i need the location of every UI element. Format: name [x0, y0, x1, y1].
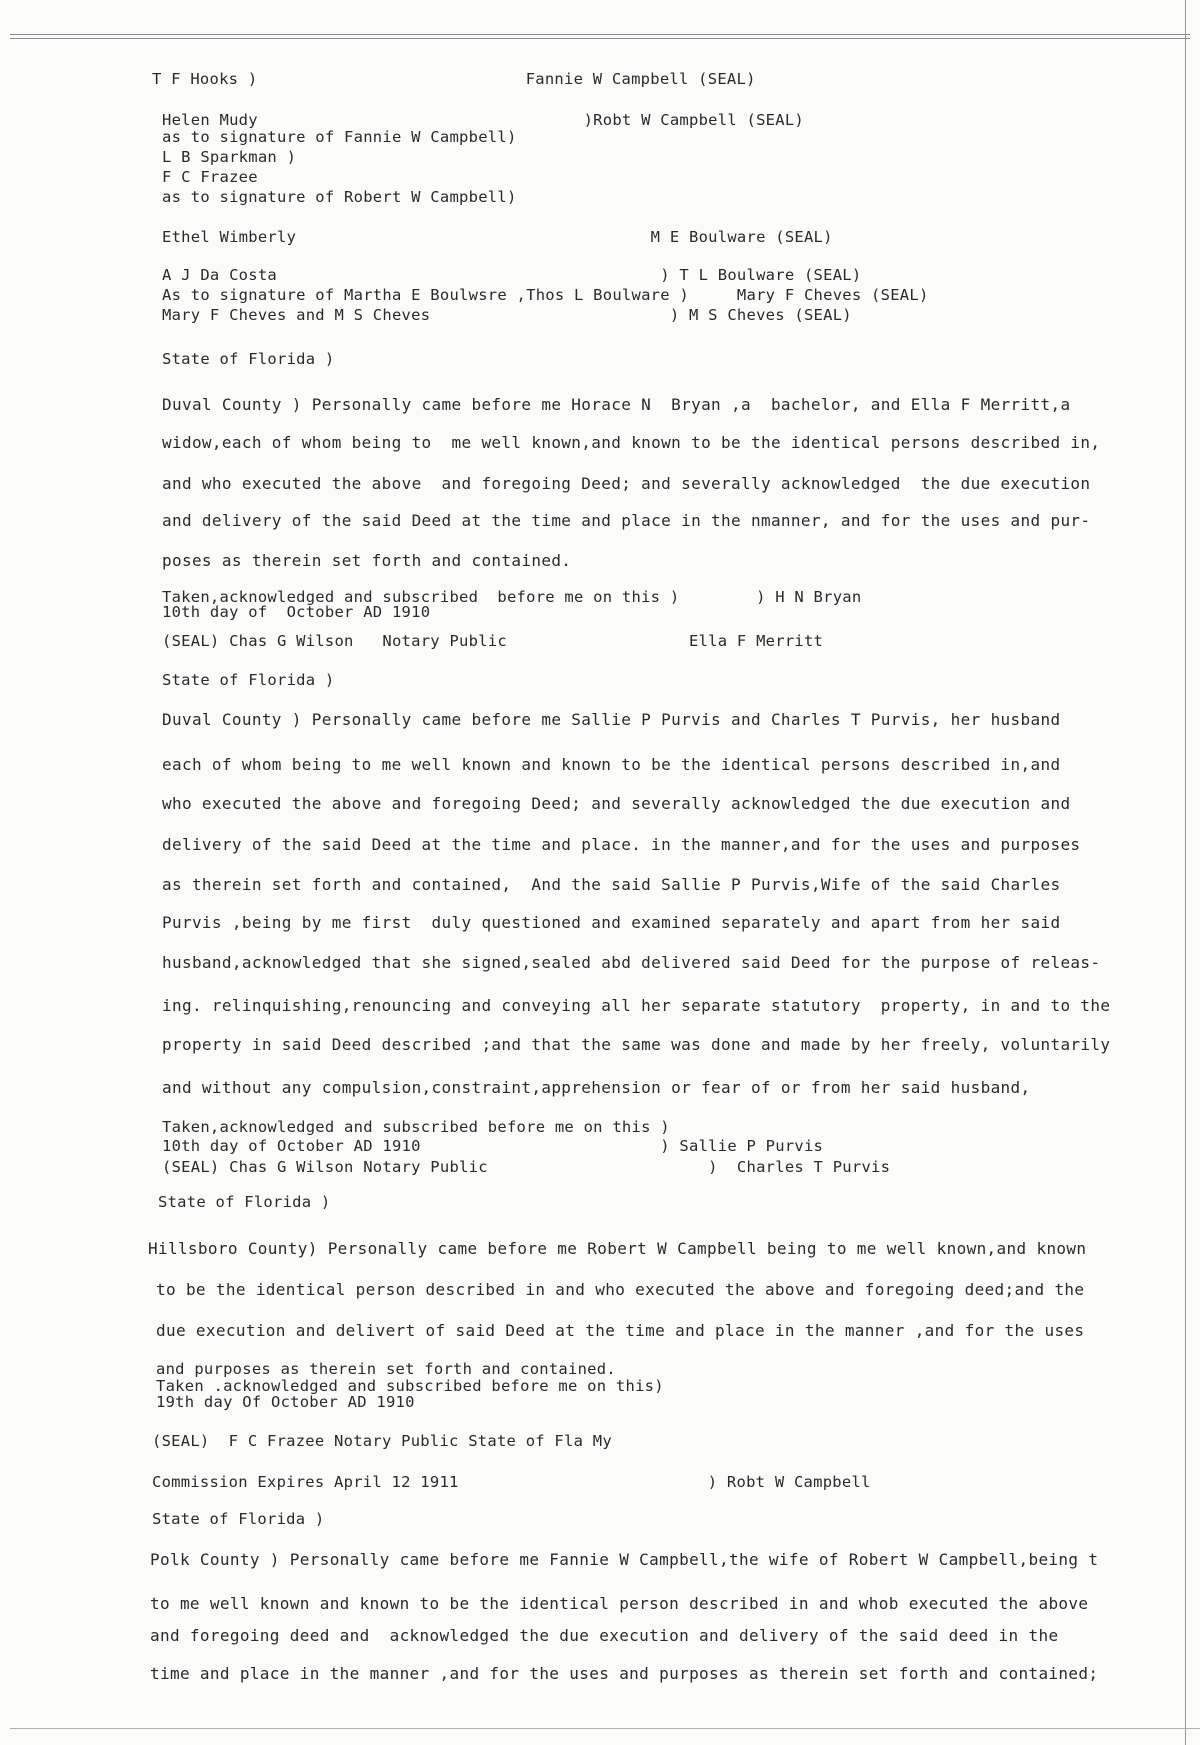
- ack-line: poses as therein set forth and contained.: [162, 551, 572, 570]
- signature-line: As to signature of Martha E Boulwsre ,Thos L Boulware ) Mary F Cheves (SEAL): [162, 286, 929, 304]
- state-heading: State of Florida ): [158, 1193, 331, 1211]
- ack-line: Duval County ) Personally came before me Horace N Bryan ,a bachelor, and Ella F Merritt,a: [162, 395, 1071, 414]
- ack-line: ing. relinquishing,renouncing and conveying all her separate statutory property, in and to the: [162, 996, 1111, 1015]
- signature-line: F C Frazee: [162, 168, 258, 186]
- ack-line: to me well known and known to be the identical person described in and whob executed the above: [150, 1594, 1089, 1613]
- bottom-rule: [10, 1728, 1200, 1729]
- taken-line: Taken,acknowledged and subscribed before me on this ) ) H N Bryan: [162, 588, 862, 606]
- ack-line: Polk County ) Personally came before me Fannie W Campbell,the wife of Robert W Campbell,being t: [150, 1550, 1099, 1569]
- date-line: 10th day of October AD 1910: [162, 603, 431, 621]
- state-heading: State of Florida ): [152, 1510, 325, 1528]
- ack-line: and purposes as therein set forth and contained.: [156, 1360, 616, 1378]
- ack-line: and who executed the above and foregoing Deed; and severally acknowledged the due execution: [162, 474, 1091, 493]
- ack-line: and foregoing deed and acknowledged the due execution and delivery of the said deed in the: [150, 1626, 1059, 1645]
- signature-line: L B Sparkman ): [162, 148, 297, 166]
- ack-line: due execution and delivert of said Deed at the time and place in the manner ,and for the uses: [156, 1321, 1085, 1340]
- ack-line: husband,acknowledged that she signed,sealed abd delivered said Deed for the purpose of releas-: [162, 953, 1101, 972]
- ack-line: Purvis ,being by me first duly questioned and examined separately and apart from her said: [162, 913, 1061, 932]
- state-heading: State of Florida ): [162, 671, 335, 689]
- ack-line: as therein set forth and contained, And the said Sallie P Purvis,Wife of the said Charles: [162, 875, 1061, 894]
- ack-line: delivery of the said Deed at the time and place. in the manner,and for the uses and purposes: [162, 835, 1081, 854]
- ack-line: and without any compulsion,constraint,apprehension or fear of or from her said husband,: [162, 1078, 1031, 1097]
- notary-line: (SEAL) F C Frazee Notary Public State of Fla My: [152, 1432, 612, 1450]
- notary-line: (SEAL) Chas G Wilson Notary Public Ella F Merritt: [162, 632, 824, 650]
- ack-line: time and place in the manner ,and for the uses and purposes as therein set forth and contained;: [150, 1664, 1099, 1683]
- ack-line: widow,each of whom being to me well known,and known to be the identical persons described in,: [162, 433, 1101, 452]
- date-line: 19th day Of October AD 1910: [156, 1393, 415, 1411]
- ack-line: to be the identical person described in and who executed the above and foregoing deed;and the: [156, 1280, 1085, 1299]
- ack-line: each of whom being to me well known and known to be the identical persons described in,and: [162, 755, 1061, 774]
- signature-line: T F Hooks ) Fannie W Campbell (SEAL): [152, 70, 756, 88]
- page-edge: [1185, 0, 1186, 1745]
- state-heading: State of Florida ): [162, 350, 335, 368]
- date-line: 10th day of October AD 1910 ) Sallie P Purvis: [162, 1137, 824, 1155]
- taken-line: Taken,acknowledged and subscribed before me on this ): [162, 1118, 670, 1136]
- taken-line: Taken .acknowledged and subscribed before me on this): [156, 1377, 664, 1395]
- ack-line: Hillsboro County) Personally came before me Robert W Campbell being to me well known,and known: [148, 1239, 1087, 1258]
- top-rule-double: [10, 38, 1190, 39]
- ack-line: property in said Deed described ;and that the same was done and made by her freely, voluntarily: [162, 1035, 1111, 1054]
- notary-line: (SEAL) Chas G Wilson Notary Public ) Charles T Purvis: [162, 1158, 891, 1176]
- top-rule: [10, 34, 1190, 35]
- signature-line: as to signature of Robert W Campbell): [162, 188, 517, 206]
- signature-line: A J Da Costa ) T L Boulware (SEAL): [162, 266, 862, 284]
- signature-line: Ethel Wimberly M E Boulware (SEAL): [162, 228, 833, 246]
- ack-line: who executed the above and foregoing Deed; and severally acknowledged the due execution and: [162, 794, 1071, 813]
- ack-line: Duval County ) Personally came before me Sallie P Purvis and Charles T Purvis, her husband: [162, 710, 1061, 729]
- signature-line: Helen Mudy )Robt W Campbell (SEAL): [162, 111, 804, 129]
- ack-line: and delivery of the said Deed at the time and place in the nmanner, and for the uses and pur-: [162, 511, 1091, 530]
- commission-line: Commission Expires April 12 1911 ) Robt W Campbell: [152, 1473, 871, 1491]
- signature-line: as to signature of Fannie W Campbell): [162, 128, 517, 146]
- signature-line: Mary F Cheves and M S Cheves ) M S Cheves (SEAL): [162, 306, 852, 324]
